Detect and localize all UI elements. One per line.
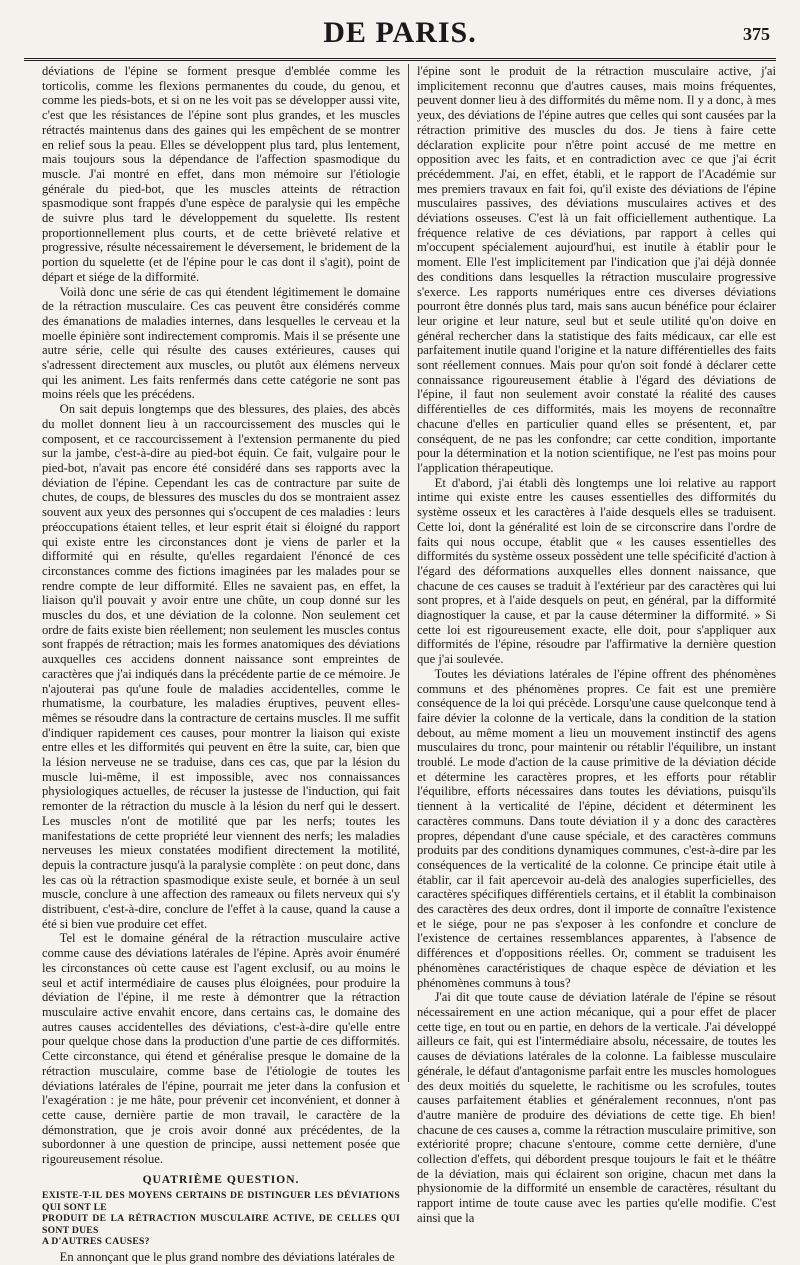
section-title: QUATRIÈME QUESTION. [142,1173,300,1186]
question-line: PRODUIT DE LA RÉTRACTION MUSCULAIRE ACTIVE, DE CELLES QUI SONT DUES [42,1213,400,1236]
text-columns [42,64,776,1265]
paragraph: En annonçant que le plus grand nombre des déviations latérales de [59,1250,395,1265]
paragraph: On sait depuis longtemps que des blessures, des plaies, des abcès du mollet donnent lieu à un raccourcissement des muscles qui le composent, et ce raccourcissement à l'extension permanente du pied sur la jambe, c'est-à-dire au pied-bot équin. Ce fait, vulgaire pour le pied-bot, n'avait pas encore été considéré dans ses rapports avec la déviation de l'épine. Cependant les cas de contracture par suite de chutes, de coups, de blessures des muscles du dos se montraient assez souvent aux yeux des personnes qui s'occupent de ces maladies : leurs préoccupations étaient telles, et leur esprit était si éloigné du rapport qui existe entre les circonstances dont je viens de parler et la difformité qui en résulte, qu'elles regardaient l'énoncé de ces circonstances comme des fictions imaginées par les malades pour se rendre compte de leur difformité. Elles ne savaient pas, en effet, la liaison qu'il pouvait y avoir entre une chûte, un coup donné sur les muscles du dos, et une déviation de la colonne. Non seulement cet ordre de faits existe bien réellement; non seulement les muscles contus sont frappés de rétraction; mais les formes anatomiques des déviations auxquelles ces accidens donnent naissance sont empreintes de caractères que j'ai indiqués dans la précédente partie de ce mémoire. Je n'ajouterai pas qu'une foule de maladies accidentelles, comme le rhumatisme, la courbature, les maladies éruptives, peuvent elles-mêmes se résoudre dans la contracture de certains muscles. Il me suffit d'indiquer rapidement ces causes, pour montrer la liaison qui existe entre elles et les difformités qui peuvent en être la suite, car, bien que la lésion nerveuse ne se traduise, dans ces cas, que par la lésion du muscle lui-même, il est impossible, avec nos connaissances physiologiques actuelles, de récuser la justesse de l'induction, qui fait remonter de la rétraction du muscle à la lésion du nerf qui le dessert. Les muscles n'ont de motilité que par les nerfs; toutes les manifestations de cette propriété leur viennent des nerfs; les maladies nerveuses les mieux constatées modifient directement la motilité, depuis la contracture jusqu'à la paralysie complète : on peut donc, dans les cas où la rétraction spasmodique existe seule, et bornée à un seul muscle, conclure à une affection des rameaux ou filets nerveux qui s'y distribuent, c'est-à-dire, conclure de l'effet à la cause, quand la cause a été si bien vue produire cet effet. [42,402,400,931]
right-column [409,64,776,1225]
paragraph: déviations de l'épine se forment presque d'emblée comme les torticolis, comme les flexions permanentes du coude, du genou, et comme les pieds-bots, et si on ne les voit pas se développer aussi vite, c'est que les résistances de l'épine sont plus grandes, et les muscles rétractés maintenus dans des gaines qui les empêchent de se montrer en relief sous la peau. Elles se développent plus tard, plus lentement, mais toujours sous la dépendance de l'affection spasmodique du muscle. J'ai montré en effet, dans mon mémoire sur l'étiologie générale du pied-bot, que les muscles atteints de rétraction spasmodique sont frappés d'une espèce de paralysie qui les empêche de suivre plus tard le développement du squelette. Ils restent proportionnellement plus courts, et de cette brièveté relative et progressive, résulte nécessairement le déversement, le bridement de la portion du squelette (et de l'épine pour le cas dont il s'agit), point de départ et siége de la difformité. [42,64,400,284]
paragraph: J'ai dit que toute cause de déviation latérale de l'épine se résout nécessairement en une action mécanique, qui a pour effet de placer cette tige, en tout ou en partie, en dehors de la verticale. J'ai développé ailleurs ce fait, qui est l'intermédiaire absolu, nécessaire, de toutes les causes de déviations latérales de la colonne. La faiblesse musculaire générale, le défaut d'antagonisme parfait entre les muscles homologues des deux moitiés du squelette, le rachitisme ou les scrofules, toutes causes parfaitement établies et généralement reconnues, n'ont pas d'autre manière de produire des déviations de cette tige. Eh bien! chacune de ces causes a, comme la rétraction musculaire primitive, son extériorité propre; chacune s'entoure, comme cette dernière, d'une collection d'effets, qui débordent presque toujours le fait et le théâtre de la déviation, mais qui éclairent son origine, chacun met dans la physionomie de la difformité un ensemble de caractères, résultant du rapport intime de toute cause avec les parties qu'elle modifie. C'est ainsi que la [417,990,776,1225]
question-heading [42,1190,400,1247]
header-rule [24,58,776,61]
paragraph: Toutes les déviations latérales de l'épine offrent des phénomènes communs et des phénomènes propres. Ce fait est une première conséquence de la loi qui précède. Lorsqu'une cause quelconque tend à faire dévier la colonne de la verticale, dans la condition de la station debout, au même moment a lieu un mouvement instinctif des agens musculaires du tronc, pour maintenir ou rétablir l'équilibre, un instant troublé. Le mode d'action de la cause primitive de la déviation décide et détermine les caractères propres, et les efforts pour rétablir l'équilibre, efforts nécessaires dans toutes les déviations, puisqu'ils tiennent à la verticalité de l'épine, décident et déterminent les caractères communs. Dans toute déviation il y a donc des caractères propres, dépendant d'une cause spéciale, et des caractères communs produits par des conditions dynamiques communes, c'est-à-dire par les conséquences de la verticalité de la colonne. Ce principe était utile à établir, car il fait apercevoir au-delà des analogies superficielles, des caractères spécifiques différentiels certains, et il établit la combinaison des caractères des deux ordres, dont il importe de connaître l'existence et le siége, pour ne pas s'exposer à les confondre et conclure de l'existence de certaines ressemblances apparentes, à l'absence de différences et d'oppositions réelles. Or, comment se traduisent les phénomènes caractéristiques de chaque espèce de déviation et les phénomènes communs à tous? [417,666,776,990]
paragraph: Voilà donc une série de cas qui étendent légitimement le domaine de la rétraction musculaire. Ces cas peuvent être considérés comme des émanations de maladies internes, dans lesquelles le cerveau et la moelle épinière sont indirectement compromis. Mais il se présente une autre série, celle qui résulte des causes extérieures, causes qui s'adressent directement aux muscles, ou plutôt aux élémens nerveux qui les animent. Les faits renfermés dans cette catégorie ne sont pas moins réels que les précédens. [42,284,400,402]
running-head [24,14,776,54]
page-number: 375 [743,24,770,44]
question-line: A D'AUTRES CAUSES? [42,1236,150,1248]
left-column [42,64,409,1265]
paragraph: Et d'abord, j'ai établi dès longtemps une loi relative au rapport intime qui existe entre les causes essentielles des difformités du système osseux et les caractères à l'aide desquels elles se traduisent. Cette loi, dont la généralité est loin de se circonscrire dans l'ordre de faits qui nous occupe, établit que « les causes essentielles des difformités du système osseux possèdent une telle spécificité d'action à l'égard des déformations auxquelles elles donnent naissance, que chacune de ces causes se traduit à l'extérieur par des caractères qui lui sont propres, et à l'aide desquels on peut, en général, par la difformité diagnostiquer la cause, et par la cause déterminer la difformité. » Si cette loi est rigoureusement exacte, elle doit, pour s'appliquer aux difformités de l'épine, résoudre par l'affirmative la dernière question que j'ai soulevée. [417,475,776,667]
question-line: EXISTE-T-IL DES MOYENS CERTAINS DE DISTINGUER LES DÉVIATIONS QUI SONT LE [42,1190,400,1213]
paragraph: Tel est le domaine général de la rétraction musculaire active comme cause des déviations latérales de l'épine. Après avoir énuméré les circonstances où cette cause est l'agent exclusif, ou au moins le seul et actif intermédiaire de causes plus éloignées, pour produire la déviation de l'épine, il me reste à démontrer que la rétraction musculaire active envahit encore, dans certains cas, le domaine des autres causes accidentelles des déviations, c'est-à-dire qu'elle entre pour quelque chose dans la production d'une partie de ces difformités. Cette circonstance, qui étend et généralise presque le domaine de la rétraction musculaire, comme base de l'étiologie de toutes les déviations latérales de l'épine, pourrait me jeter dans la confusion et l'exagération : je me hâte, pour prévenir cet inconvénient, et donner à cette cause, dernière partie de mon travail, le caractère de la démonstration, que je crois avoir donné aux précédentes, de la subordonner à une question de principe, aussi nettement posée que rigoureusement résolue. [42,931,400,1167]
paragraph: l'épine sont le produit de la rétraction musculaire active, j'ai implicitement reconnu que d'autres causes, mais moins fréquentes, peuvent donner lieu à des difformités du même nom. Il y a donc, à mes yeux, des déviations de l'épine autres que celles qui sont causées par la rétraction primitive des muscles du dos. Je tiens à faire cette déclaration explicite pour n'être point accusé de me mettre en opposition avec les faits, et en contradiction avec ce que j'ai écrit précédemment. J'ai, en effet, établi, et le rapport de l'Académie sur mes premiers travaux en fait foi, qu'il existe des déviations de l'épine musculaires passives, des déviations musculaires actives et des déviations osseuses. C'est là un fait officiellement authentique. La fréquence relative de ces déviations, par rapport à celles qui m'occupent spécialement aujourd'hui, est inutile à établir pour le moment. Elle l'est implicitement par l'indication que j'ai déjà donnée des conditions dans lesquelles la rétraction musculaire progressive s'exerce. Les rapports numériques entre ces diverses déviations pourront être donnés plus tard, mais sans aucun bénéfice pour éclairer leur origine et leur nature, seul but et seule utilité qu'on doive en général rechercher dans la statistique des faits médicaux, car elle est parfaitement inutile quand l'origine et la nature différentielles des faits sont réellement connues. Mais pour qu'on soit fondé à déclarer cette connaissance rigoureusement établie à l'égard des déviations de l'épine, il faut non seulement avoir constaté la réalité des causes différentielles de ces difformités, mais les moyens de reconnaître chacune d'elles en particulier quand elles se présentent, et, par conséquent, de ne pas les confondre; car cette condition, importante pour la détermination et la notion scientifique, ne l'est pas moins pour l'application thérapeutique. [417,64,776,475]
page-header-title: DE PARIS. [323,16,477,49]
